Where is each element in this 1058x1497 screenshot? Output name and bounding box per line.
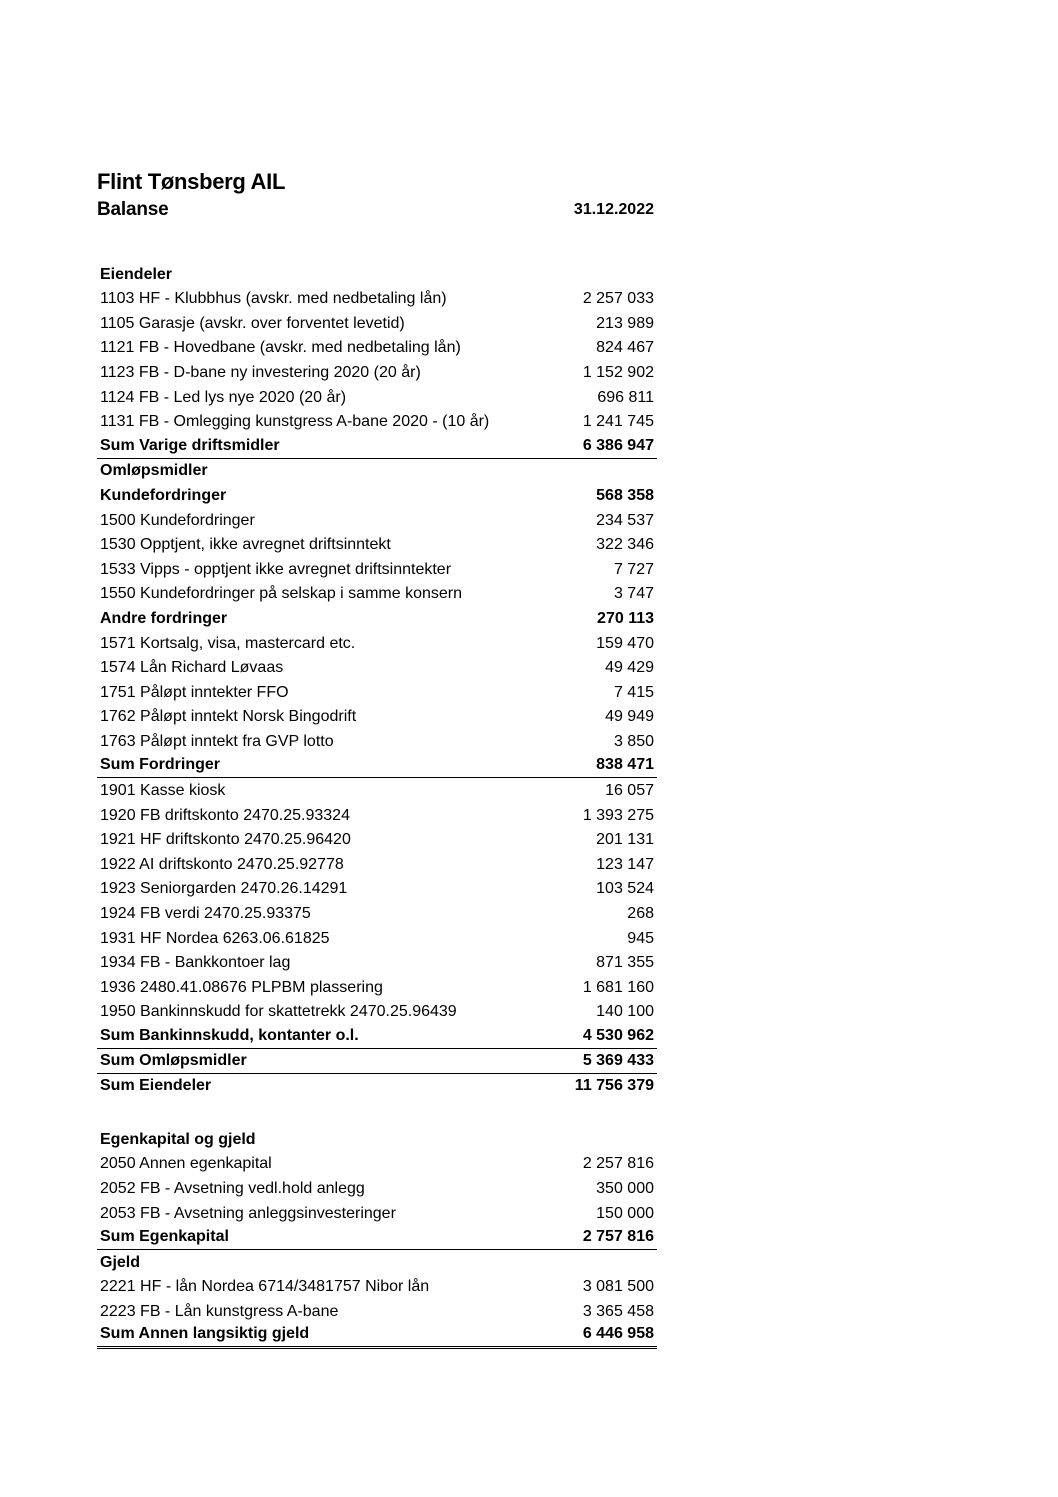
asset-row [97,410,657,435]
account-amount: 3 365 458 [582,1302,654,1320]
account-amount: 268 [627,905,654,923]
asset-row [97,582,657,607]
account-amount: 49 429 [605,659,654,677]
account-amount: 7 415 [613,683,654,701]
account-amount: 871 355 [596,954,654,972]
section-heading-equity-liabilities: Egenkapital og gjeld [100,1130,256,1148]
account-label: 1936 2480.41.08676 PLPBM plassering [100,978,383,996]
account-label: Sum Egenkapital [100,1228,229,1246]
asset-row [97,729,657,754]
section-heading-assets: Eiendeler [100,265,173,283]
account-amount: 6 386 947 [582,436,654,454]
account-amount: 4 530 962 [582,1027,654,1044]
account-amount: 824 467 [596,339,654,357]
asset-row [97,360,657,385]
account-amount: 103 524 [596,880,654,898]
asset-row [97,951,657,976]
equity-liabilities-table [97,1152,657,1349]
account-amount: 322 346 [596,536,654,554]
asset-row [97,828,657,853]
asset-row [97,508,657,533]
account-label: 1924 FB verdi 2470.25.93375 [100,905,311,923]
account-label: 1763 Påløpt inntekt fra GVP lotto [100,732,334,750]
section-gap [97,1098,657,1127]
account-label: 1931 HF Nordea 6263.06.61825 [100,929,330,947]
asset-row [97,631,657,656]
account-amount: 838 471 [596,756,654,774]
account-label: Sum Varige driftsmidler [100,436,280,454]
asset-row [97,975,657,1000]
account-label: 1762 Påløpt inntekt Norsk Bingodrift [100,708,357,726]
asset-row [97,705,657,730]
asset-row [97,926,657,951]
account-label: 1574 Lån Richard Løvaas [100,659,284,677]
account-amount: 213 989 [596,314,654,332]
account-label: 2223 FB - Lån kunstgress A-bane [100,1302,339,1320]
liability-row [97,1152,657,1177]
account-amount: 2 257 816 [582,1155,654,1173]
account-label: 1950 Bankinnskudd for skattetrekk 2470.25.96439 [100,1003,457,1021]
account-amount: 1 681 160 [582,978,654,996]
asset-row [97,852,657,877]
account-label: 1533 Vipps - opptjent ikke avregnet driftsinntekter [100,560,452,578]
asset-row [97,680,657,705]
organization-title: Flint Tønsberg AIL [97,169,286,194]
account-label: 1751 Påløpt inntekter FFO [100,683,289,701]
account-amount: 945 [627,929,654,947]
asset-row [97,459,657,484]
account-label: Kundefordringer [100,486,227,504]
account-label: Sum Eiendeler [100,1077,212,1095]
balance-date: 31.12.2022 [573,201,654,218]
liability-row [97,1201,657,1226]
liability-row [97,1226,657,1251]
account-label: Sum Omløpsmidler [100,1051,247,1069]
account-label: 1123 FB - D-bane ny investering 2020 (20 år) [100,363,421,381]
asset-row [97,557,657,582]
account-amount: 201 131 [596,831,654,849]
asset-row [97,434,657,459]
account-label: 1550 Kundefordringer på selskap i samme konsern [100,585,462,603]
asset-row [97,606,657,631]
liability-row [97,1324,657,1349]
asset-row [97,1024,657,1049]
account-label: 1103 HF - Klubbhus (avskr. med nedbetaling lån) [100,290,447,308]
account-amount: 49 949 [605,708,654,726]
account-amount: 16 057 [605,782,654,800]
asset-row [97,877,657,902]
liability-row [97,1275,657,1300]
liability-row [97,1299,657,1324]
account-amount: 2 257 033 [582,290,654,308]
asset-row [97,778,657,803]
account-label: 1500 Kundefordringer [100,511,255,529]
account-amount: 150 000 [596,1204,654,1222]
account-amount: 7 727 [613,560,654,578]
asset-row [97,311,657,336]
account-label: 2052 FB - Avsetning vedl.hold anlegg [100,1179,365,1197]
assets-table [97,287,657,1099]
account-amount: 2 757 816 [582,1228,654,1246]
account-amount: 3 747 [613,585,654,603]
account-amount: 1 241 745 [582,413,654,431]
account-label: 1922 AI driftskonto 2470.25.92778 [100,855,344,873]
account-amount: 6 446 958 [582,1324,654,1342]
document-header [97,196,657,224]
liability-row [97,1250,657,1275]
account-label: 2221 HF - lån Nordea 6714/3481757 Nibor lån [100,1278,430,1296]
asset-row [97,1049,657,1074]
asset-row [97,803,657,828]
account-label: Omløpsmidler [100,462,208,480]
account-amount: 3 081 500 [582,1278,654,1296]
account-label: 1131 FB - Omlegging kunstgress A-bane 2020 - (10 år) [100,413,490,431]
asset-row [97,385,657,410]
asset-row [97,336,657,361]
account-label: Sum Fordringer [100,756,221,774]
account-amount: 123 147 [596,855,654,873]
account-label: 1920 FB driftskonto 2470.25.93324 [100,806,350,824]
asset-row [97,754,657,779]
asset-row [97,1000,657,1025]
account-amount: 140 100 [596,1003,654,1021]
spacer [97,224,657,262]
account-label: 1121 FB - Hovedbane (avskr. med nedbetaling lån) [100,339,461,357]
liability-row [97,1176,657,1201]
account-amount: 1 152 902 [582,363,654,381]
account-label: 1921 HF driftskonto 2470.25.96420 [100,831,351,849]
account-label: 1530 Opptjent, ikke avregnet driftsinntekt [100,536,391,554]
asset-row [97,287,657,312]
account-label: 1571 Kortsalg, visa, mastercard etc. [100,634,356,652]
document-title: Balanse [97,199,169,220]
asset-row [97,901,657,926]
account-amount: 11 756 379 [574,1077,654,1095]
asset-row [97,483,657,508]
account-amount: 159 470 [596,634,654,652]
account-amount: 1 393 275 [582,806,654,824]
account-label: 1124 FB - Led lys nye 2020 (20 år) [100,388,347,406]
asset-row [97,656,657,681]
account-amount: 350 000 [596,1179,654,1197]
account-label: Sum Annen langsiktig gjeld [100,1324,310,1342]
account-amount: 234 537 [596,511,654,529]
account-label: 2053 FB - Avsetning anleggsinvesteringer [100,1204,396,1222]
account-label: 1934 FB - Bankkontoer lag [100,954,291,972]
asset-row [97,533,657,558]
account-label: 1923 Seniorgarden 2470.26.14291 [100,880,348,898]
asset-row [97,1074,657,1099]
account-label: Gjeld [100,1253,141,1271]
account-label: 1105 Garasje (avskr. over forventet levetid) [100,314,405,332]
account-amount: 568 358 [596,486,654,504]
account-label: Andre fordringer [100,609,228,627]
account-label: 1901 Kasse kiosk [100,782,226,800]
balance-sheet [97,168,657,1349]
account-amount: 270 113 [597,609,654,627]
account-amount: 5 369 433 [582,1051,654,1069]
account-label: Sum Bankinnskudd, kontanter o.l. [100,1027,359,1044]
account-amount: 3 850 [613,732,654,750]
account-amount: 696 811 [597,388,654,406]
account-label: 2050 Annen egenkapital [100,1155,272,1173]
